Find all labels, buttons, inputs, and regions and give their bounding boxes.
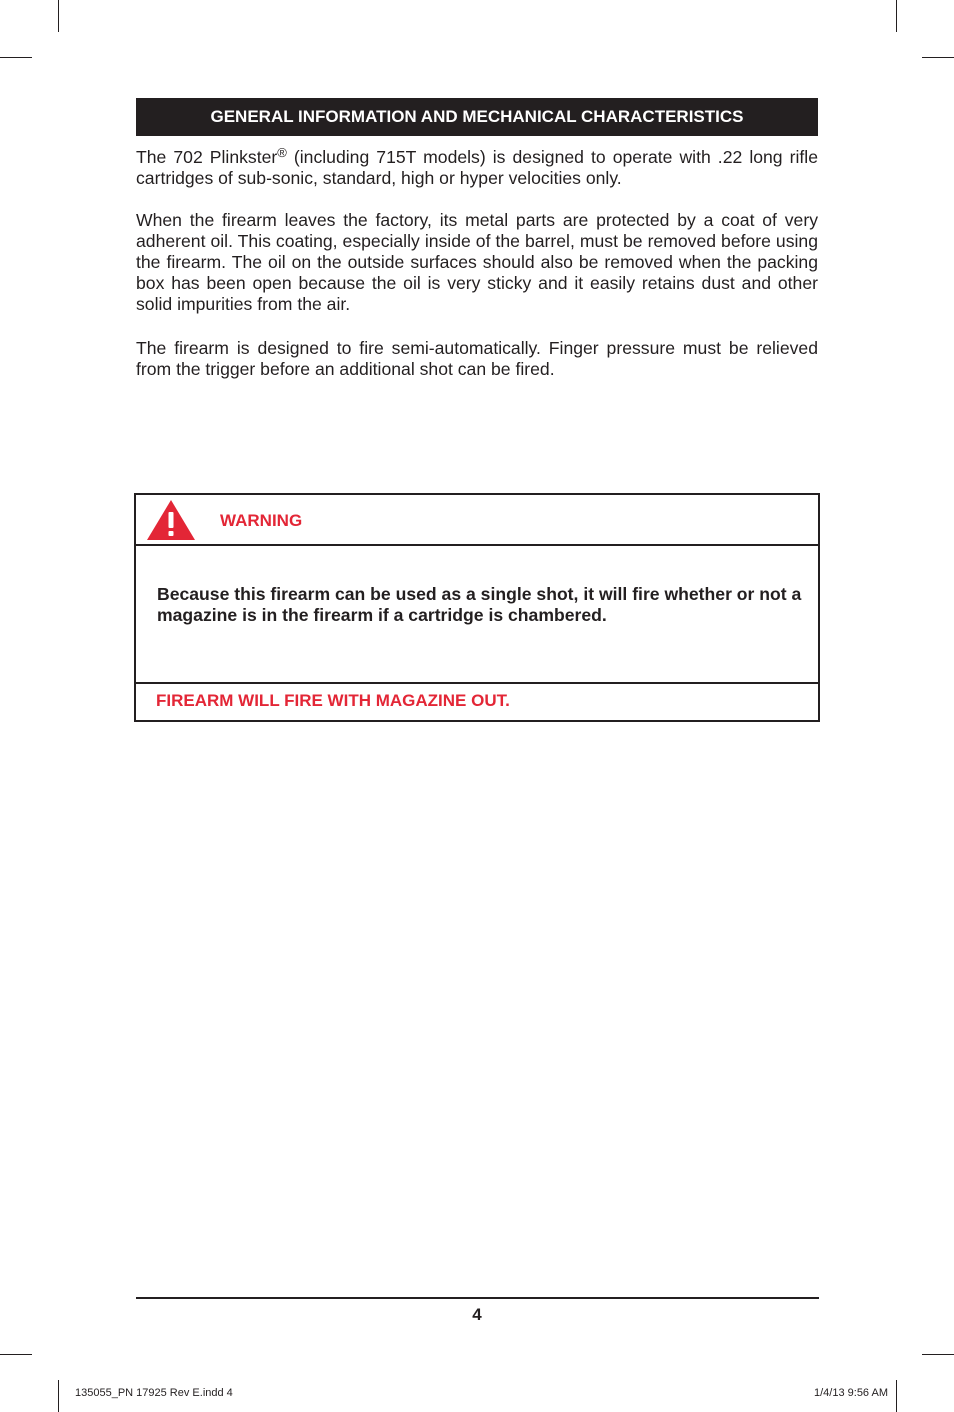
crop-mark <box>0 1354 32 1355</box>
warning-footer <box>136 682 818 722</box>
paragraph-semi-auto: The firearm is designed to fire semi-automatically. Finger pressure must be relieved from the trigger before an additional shot can be fired. <box>136 338 818 379</box>
warning-text: Because this firearm can be used as a single shot, it will fire whether or not a magazine is in the firearm if a cartridge is chambered. <box>157 584 802 625</box>
crop-mark <box>896 0 897 32</box>
crop-mark <box>58 0 59 32</box>
section-title: GENERAL INFORMATION AND MECHANICAL CHARACTERISTICS <box>136 98 818 136</box>
warning-triangle-icon <box>146 499 196 541</box>
crop-mark <box>922 1354 954 1355</box>
warning-box <box>134 493 820 722</box>
footer-rule <box>136 1297 819 1299</box>
paragraph-intro <box>136 147 818 189</box>
paragraph-intro-rest: (including 715T models) is designed to operate with .22 long rifle cartridges of sub-sonic, standard, high or hyper velocities only. <box>136 147 818 188</box>
date-slug: 1/4/13 9:56 AM <box>814 1387 888 1399</box>
warning-header <box>136 495 818 546</box>
crop-mark <box>0 57 32 58</box>
paragraph-oil: When the firearm leaves the factory, its metal parts are protected by a coat of very adherent oil. This coating, especially inside of the barrel, must be removed before using the firearm. The oil on the outside surfaces should also be removed when the packing box has been open because the oil is very sticky and it easily retains dust and other solid impurities from the air. <box>136 210 818 314</box>
crop-mark <box>896 1380 897 1412</box>
crop-mark <box>922 57 954 58</box>
paragraph-intro-start: The 702 Plinkster <box>136 147 278 167</box>
warning-footer-text: FIREARM WILL FIRE WITH MAGAZINE OUT. <box>156 691 510 710</box>
page-number: 4 <box>472 1305 482 1324</box>
crop-mark <box>58 1380 59 1412</box>
registered-mark: ® <box>277 145 287 160</box>
file-slug: 135055_PN 17925 Rev E.indd 4 <box>75 1387 233 1399</box>
warning-title: WARNING <box>220 511 303 530</box>
